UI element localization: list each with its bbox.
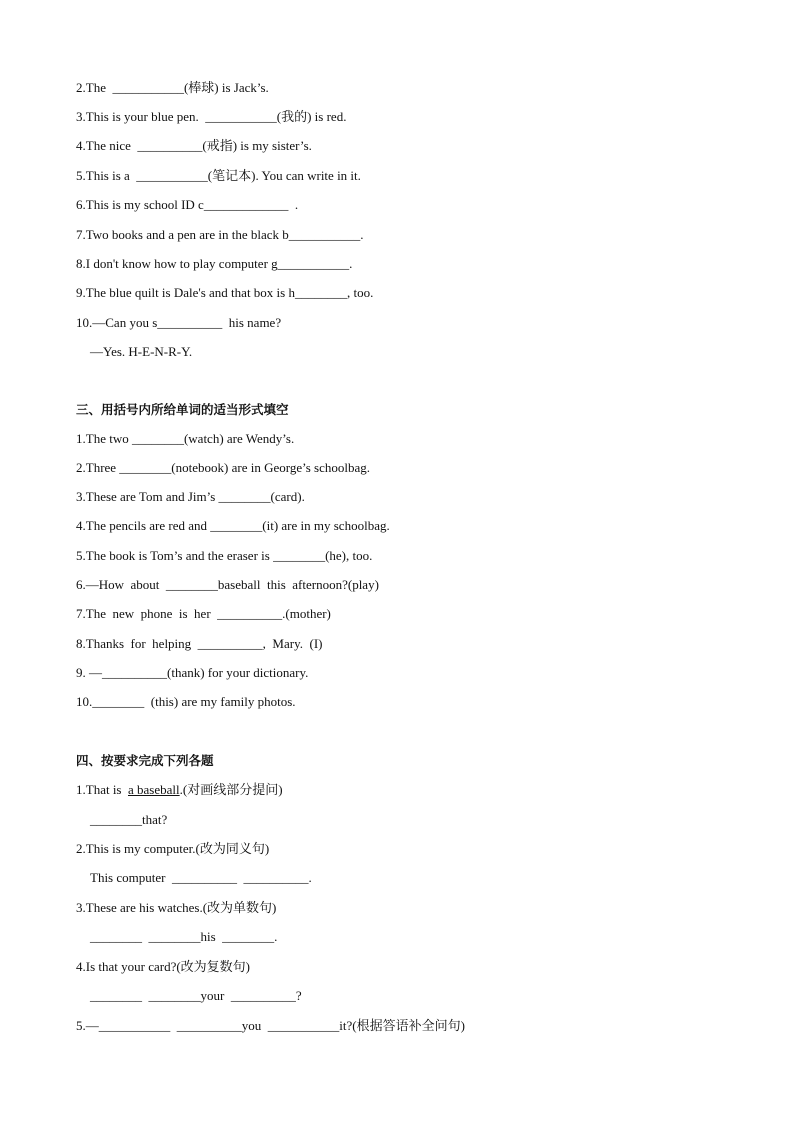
s2-item-7: 7.Two books and a pen are in the black b___________. <box>76 227 364 242</box>
s4-item-3: 3.These are his watches.(改为单数句) <box>76 900 277 915</box>
s4-item-1-prefix: 1.That is <box>76 782 128 797</box>
s2-item-3: 3.This is your blue pen. ___________(我的) is red. <box>76 109 347 124</box>
s4-item-1 <box>76 782 283 798</box>
s3-item-6: 6.—How about ________baseball this afternoon?(play) <box>76 577 379 592</box>
s2-item-2: 2.The ___________(棒球) is Jack’s. <box>76 80 269 95</box>
s2-item-6: 6.This is my school ID c_____________ . <box>76 197 299 212</box>
s4-item-5: 5.—___________ __________you ___________it?(根据答语补全问句) <box>76 1018 465 1033</box>
s2-item-4: 4.The nice __________(戒指) is my sister’s. <box>76 138 312 153</box>
section3-title: 三、用括号内所给单词的适当形式填空 <box>76 402 289 417</box>
s4-item-4: 4.Is that your card?(改为复数句) <box>76 959 251 974</box>
s2-item-10: 10.—Can you s__________ his name? <box>76 315 282 330</box>
s3-item-5: 5.The book is Tom’s and the eraser is ________(he), too. <box>76 548 373 563</box>
s4-item-3-answer: ________ ________his ________. <box>90 929 278 944</box>
s4-item-1-suffix: .(对画线部分提问) <box>179 782 283 797</box>
s3-item-2: 2.Three ________(notebook) are in George’s schoolbag. <box>76 460 370 475</box>
s2-item-5: 5.This is a ___________(笔记本). You can write in it. <box>76 168 361 183</box>
s2-item-10-answer: —Yes. H-E-N-R-Y. <box>90 344 193 359</box>
s2-item-8: 8.I don't know how to play computer g___________. <box>76 256 353 271</box>
s3-item-10: 10.________ (this) are my family photos. <box>76 694 296 709</box>
s3-item-7: 7.The new phone is her __________.(mother) <box>76 606 331 621</box>
s4-item-2: 2.This is my computer.(改为同义句) <box>76 841 270 856</box>
s3-item-3: 3.These are Tom and Jim’s ________(card). <box>76 489 305 504</box>
s4-item-4-answer: ________ ________your __________? <box>90 988 302 1003</box>
s3-item-1: 1.The two ________(watch) are Wendy’s. <box>76 431 295 446</box>
s3-item-8: 8.Thanks for helping __________, Mary. (I) <box>76 636 323 651</box>
s3-item-9: 9. —__________(thank) for your dictionary. <box>76 665 309 680</box>
s4-item-1-underlined: a baseball <box>128 782 180 797</box>
s4-item-2-answer: This computer __________ __________. <box>90 870 312 885</box>
section4-title: 四、按要求完成下列各题 <box>76 753 214 768</box>
s4-item-1-answer: ________that? <box>90 812 168 827</box>
s3-item-4: 4.The pencils are red and ________(it) are in my schoolbag. <box>76 518 390 533</box>
s2-item-9: 9.The blue quilt is Dale's and that box is h________, too. <box>76 285 374 300</box>
